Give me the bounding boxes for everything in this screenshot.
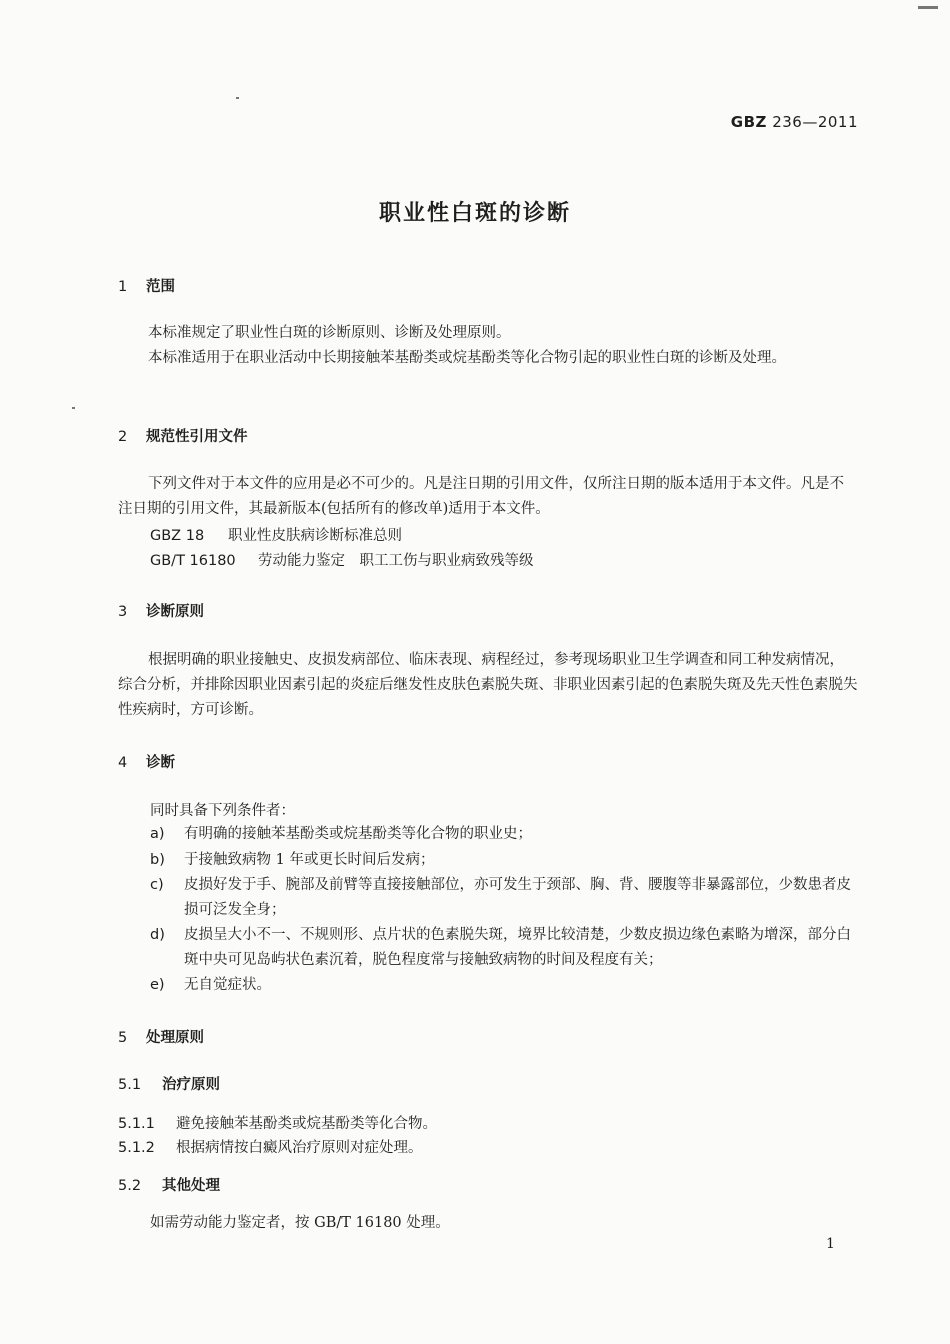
section-2-paragraph-1: 下列文件对于本文件的应用是必不可少的。凡是注日期的引用文件，仅所注日期的版本适用于本文件。凡是不注日期的引用文件，其最新版本(包括所有的修改单)适用于本文件。	[118, 476, 844, 517]
standard-code: GBZ 236—2011	[730, 113, 858, 131]
section-1-paragraph-2: 本标准适用于在职业活动中长期接触苯基酚类或烷基酚类等化合物引起的职业性白斑的诊断及处理。	[148, 350, 786, 366]
section-3-heading: 3 诊断原则	[118, 604, 204, 620]
list-item: d) 皮损呈大小不一、不规则形、点片状的色素脱失斑，境界比较清楚，少数皮损边缘色素略为增深，部分白斑中央可见岛屿状色素沉着，脱色程度常与接触致病物的时间及程度有关；	[150, 927, 851, 968]
clause-5-1-1: 5.1.1 避免接触苯基酚类或烷基酚类等化合物。	[118, 1116, 437, 1132]
reference-item: GBZ 18 职业性皮肤病诊断标准总则	[150, 528, 402, 544]
section-5-2-paragraph: 如需劳动能力鉴定者，按 GB/T 16180 处理。	[150, 1215, 450, 1231]
section-3-paragraph-1: 根据明确的职业接触史、皮损发病部位、临床表现、病程经过，参考现场职业卫生学调查和同工种发病情况，综合分析，并排除因职业因素引起的炎症后继发性皮肤色素脱失斑、非职业因素引起的色素脱失斑及先天性色素脱失性疾病时，方可诊断。	[118, 652, 858, 718]
section-1-heading: 1 范围	[118, 279, 175, 295]
list-item: c) 皮损好发于手、腕部及前臂等直接接触部位，亦可发生于颈部、胸、背、腰腹等非暴露部位，少数患者皮损可泛发全身；	[150, 877, 851, 918]
section-2-heading: 2 规范性引用文件	[118, 429, 248, 445]
list-item: e) 无自觉症状。	[150, 977, 271, 993]
page-title: 职业性白斑的诊断	[378, 201, 571, 226]
section-5-1-heading: 5.1 治疗原则	[118, 1077, 220, 1093]
section-5-2-heading: 5.2 其他处理	[118, 1178, 220, 1194]
reference-item: GB/T 16180 劳动能力鉴定 职工工伤与职业病致残等级	[150, 553, 534, 569]
section-4-heading: 4 诊断	[118, 755, 175, 771]
section-1-paragraph-1: 本标准规定了职业性白斑的诊断原则、诊断及处理原则。	[148, 325, 511, 341]
list-item: a) 有明确的接触苯基酚类或烷基酚类等化合物的职业史；	[150, 826, 532, 842]
scan-artifact	[236, 97, 239, 99]
section-4-intro: 同时具备下列条件者：	[150, 803, 295, 819]
list-item: b) 于接触致病物 1 年或更长时间后发病；	[150, 852, 435, 868]
section-5-heading: 5 处理原则	[118, 1030, 204, 1046]
scan-artifact	[918, 6, 938, 9]
clause-5-1-2: 5.1.2 根据病情按白癜风治疗原则对症处理。	[118, 1140, 423, 1156]
page-number: 1	[826, 1236, 835, 1252]
scan-artifact	[72, 407, 75, 409]
